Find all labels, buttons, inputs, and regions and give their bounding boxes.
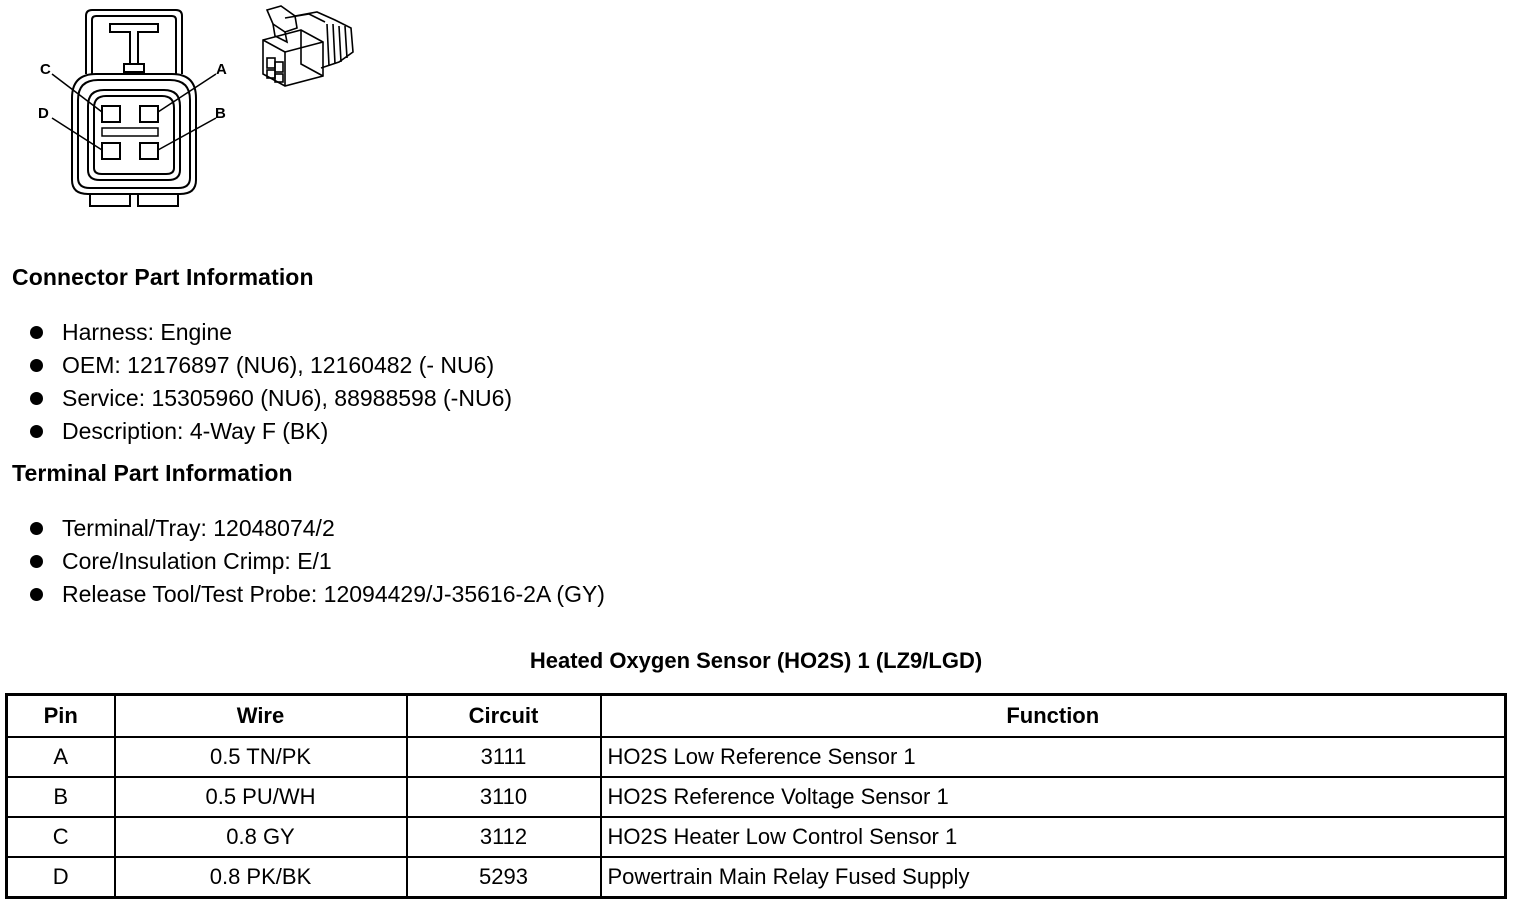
pin-label-a: A [216,61,227,78]
pin-label-b: B [215,105,226,122]
terminal-info-heading: Terminal Part Information [12,460,293,486]
table-row [7,777,1506,817]
table-row [7,857,1506,898]
table-row [7,817,1506,857]
column-header-function: Function [601,695,1506,738]
wire-cell: 0.8 PK/BK [115,857,407,898]
table-title: Heated Oxygen Sensor (HO2S) 1 (LZ9/LGD) [529,648,983,673]
table-header-row [7,695,1506,738]
list-item: Core/Insulation Crimp: E/1 [28,545,605,578]
pin-cell: A [7,737,115,777]
list-item: Service: 15305960 (NU6), 88988598 (-NU6) [28,382,512,415]
list-item: Description: 4-Way F (BK) [28,415,512,448]
pin-cell: B [7,777,115,817]
pin-cell: C [7,817,115,857]
pin-cell: D [7,857,115,898]
column-header-pin: Pin [7,695,115,738]
column-header-circuit: Circuit [407,695,601,738]
pin-label-d: D [38,105,49,122]
list-item: Release Tool/Test Probe: 12094429/J-35616-2A (GY) [28,578,605,611]
function-cell: HO2S Low Reference Sensor 1 [601,737,1506,777]
terminal-info-list [28,512,605,611]
circuit-cell: 3112 [407,817,601,857]
list-item: Terminal/Tray: 12048074/2 [28,512,605,545]
column-header-wire: Wire [115,695,407,738]
list-item: OEM: 12176897 (NU6), 12160482 (- NU6) [28,349,512,382]
pinout-table [5,693,1507,899]
function-cell: HO2S Heater Low Control Sensor 1 [601,817,1506,857]
pin-label-c: C [40,61,51,78]
circuit-cell: 3110 [407,777,601,817]
function-cell: Powertrain Main Relay Fused Supply [601,857,1506,898]
connector-info-heading: Connector Part Information [12,264,314,290]
table-row [7,737,1506,777]
circuit-cell: 5293 [407,857,601,898]
wire-cell: 0.8 GY [115,817,407,857]
connector-face-diagram [30,2,240,212]
connector-isometric-diagram [255,2,365,92]
wire-cell: 0.5 PU/WH [115,777,407,817]
connector-info-list [28,316,512,448]
list-item: Harness: Engine [28,316,512,349]
circuit-cell: 3111 [407,737,601,777]
function-cell: HO2S Reference Voltage Sensor 1 [601,777,1506,817]
wire-cell: 0.5 TN/PK [115,737,407,777]
